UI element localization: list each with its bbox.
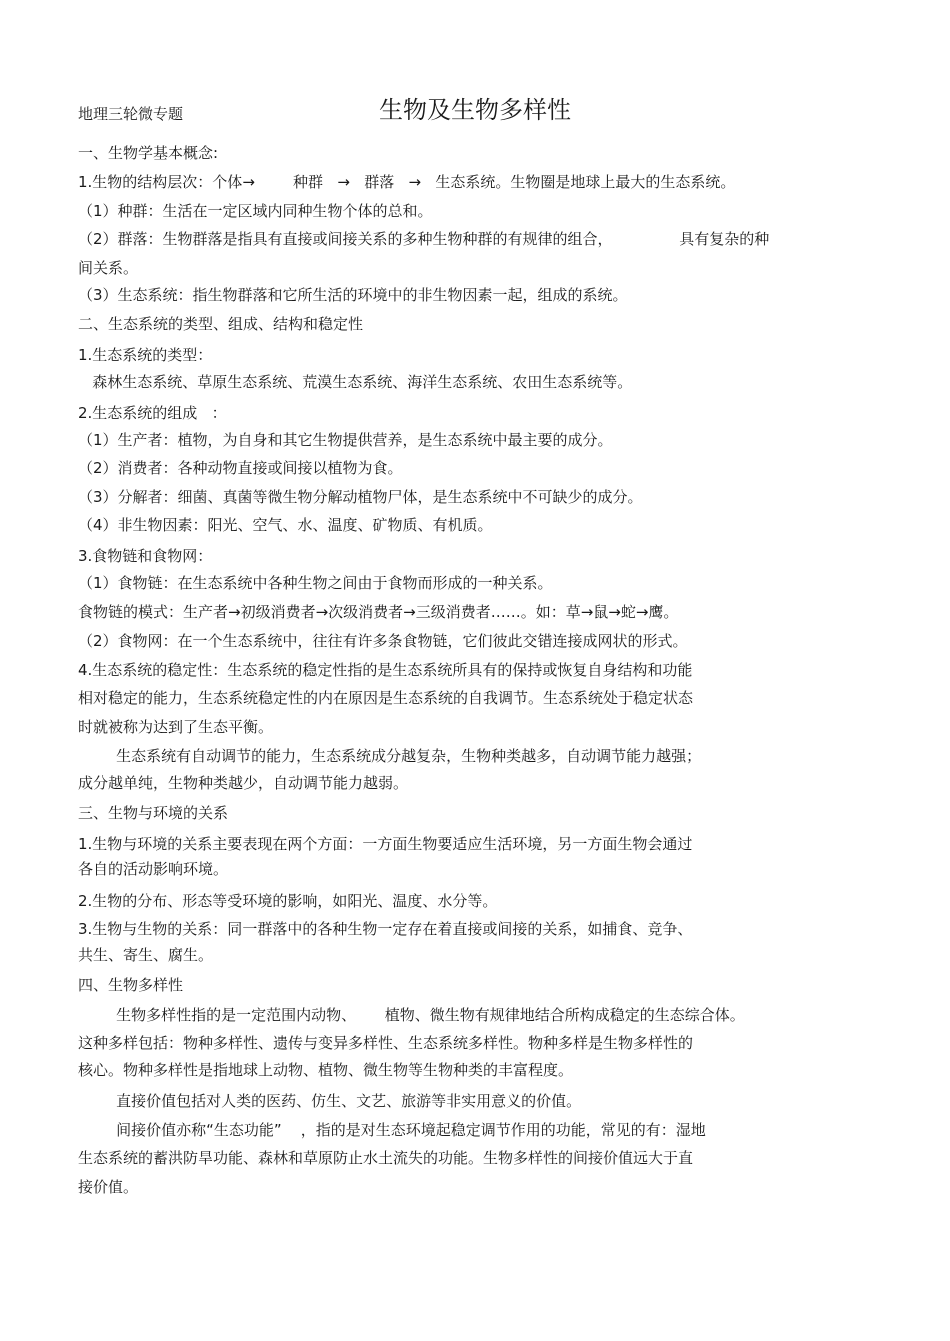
text-line: （1）种群：生活在一定区域内同种生物个体的总和。 — [78, 202, 433, 220]
text-line: （2）群落：生物群落是指具有直接或间接关系的多种生物种群的有规律的组合， 具有复杂的种 — [78, 230, 770, 248]
text-line: 相对稳定的能力，生态系统稳定性的内在原因是生态系统的自我调节。生态系统处于稳定状态 — [78, 689, 694, 707]
text-line: （4）非生物因素：阳光、空气、水、温度、矿物质、有机质。 — [78, 516, 493, 534]
text-line: 1.生物的结构层次：个体→ 种群 → 群落 → 生态系统。生物圈是地球上最大的生态系统。 — [78, 173, 736, 191]
text-line: 时就被称为达到了生态平衡。 — [78, 718, 274, 736]
text-line: 1.生态系统的类型： — [78, 346, 213, 364]
text-line: 森林生态系统、草原生态系统、荒漠生态系统、海洋生态系统、农田生态系统等。 — [78, 373, 633, 391]
text-line: 这种多样包括：物种多样性、遗传与变异多样性、生态系统多样性。物种多样是生物多样性的 — [78, 1034, 694, 1052]
text-line: 核心。物种多样性是指地球上动物、植物、微生物等生物种类的丰富程度。 — [78, 1061, 574, 1079]
section-heading: 二、生态系统的类型、组成、结构和稳定性 — [78, 315, 364, 333]
text-line: 成分越单纯，生物种类越少，自动调节能力越弱。 — [78, 774, 409, 792]
text-line: 1.生物与环境的关系主要表现在两个方面：一方面生物要适应生活环境，另一方面生物会通过 — [78, 835, 693, 853]
page-title: 生物及生物多样性 — [379, 96, 571, 124]
text-line: 2.生物的分布、形态等受环境的影响，如阳光、温度、水分等。 — [78, 892, 498, 910]
text-line: 生态系统有自动调节的能力，生态系统成分越复杂，生物种类越多，自动调节能力越强； — [78, 747, 702, 765]
section-heading: 三、生物与环境的关系 — [78, 804, 229, 822]
text-line: （1）生产者：植物，为自身和其它生物提供营养，是生态系统中最主要的成分。 — [78, 431, 613, 449]
text-line: （3）生态系统：指生物群落和它所生活的环境中的非生物因素一起，组成的系统。 — [78, 286, 628, 304]
subject-label: 地理三轮微专题 — [78, 105, 184, 123]
text-line: 接价值。 — [78, 1178, 139, 1196]
text-line: 直接价值包括对人类的医药、仿生、文艺、旅游等非实用意义的价值。 — [78, 1092, 582, 1110]
text-line: 2.生态系统的组成 ： — [78, 404, 227, 422]
section-heading: 一、生物学基本概念: — [78, 144, 219, 162]
text-line: 间接价值亦称“生态功能” ，指的是对生态环境起稳定调节作用的功能，常见的有：湿地 — [78, 1121, 706, 1139]
text-line: 共生、寄生、腐生。 — [78, 946, 214, 964]
text-line: （3）分解者：细菌、真菌等微生物分解动植物尸体，是生态系统中不可缺少的成分。 — [78, 488, 643, 506]
text-line: （2）食物网：在一个生态系统中，往往有许多条食物链，它们彼此交错连接成网状的形式。 — [78, 632, 688, 650]
section-heading: 四、生物多样性 — [78, 976, 184, 994]
text-line: （2）消费者：各种动物直接或间接以植物为食。 — [78, 459, 403, 477]
text-line: 生物多样性指的是一定范围内动物、 植物、微生物有规律地结合所构成稳定的生态综合体。 — [78, 1006, 745, 1024]
text-line: 间关系。 — [78, 259, 139, 277]
text-line: 生态系统的蓄洪防旱功能、森林和草原防止水土流失的功能。生物多样性的间接价值远大于直 — [78, 1149, 694, 1167]
text-line: 3.生物与生物的关系：同一群落中的各种生物一定存在着直接或间接的关系，如捕食、竞争、 — [78, 920, 693, 938]
text-line: 3.食物链和食物网： — [78, 547, 213, 565]
text-line: （1）食物链：在生态系统中各种生物之间由于食物而形成的一种关系。 — [78, 574, 553, 592]
text-line: 食物链的模式：生产者→初级消费者→次级消费者→三级消费者……。如：草→鼠→蛇→鹰。 — [78, 603, 679, 621]
text-line: 4.生态系统的稳定性：生态系统的稳定性指的是生态系统所具有的保持或恢复自身结构和功能 — [78, 661, 693, 679]
text-line: 各自的活动影响环境。 — [78, 860, 229, 878]
